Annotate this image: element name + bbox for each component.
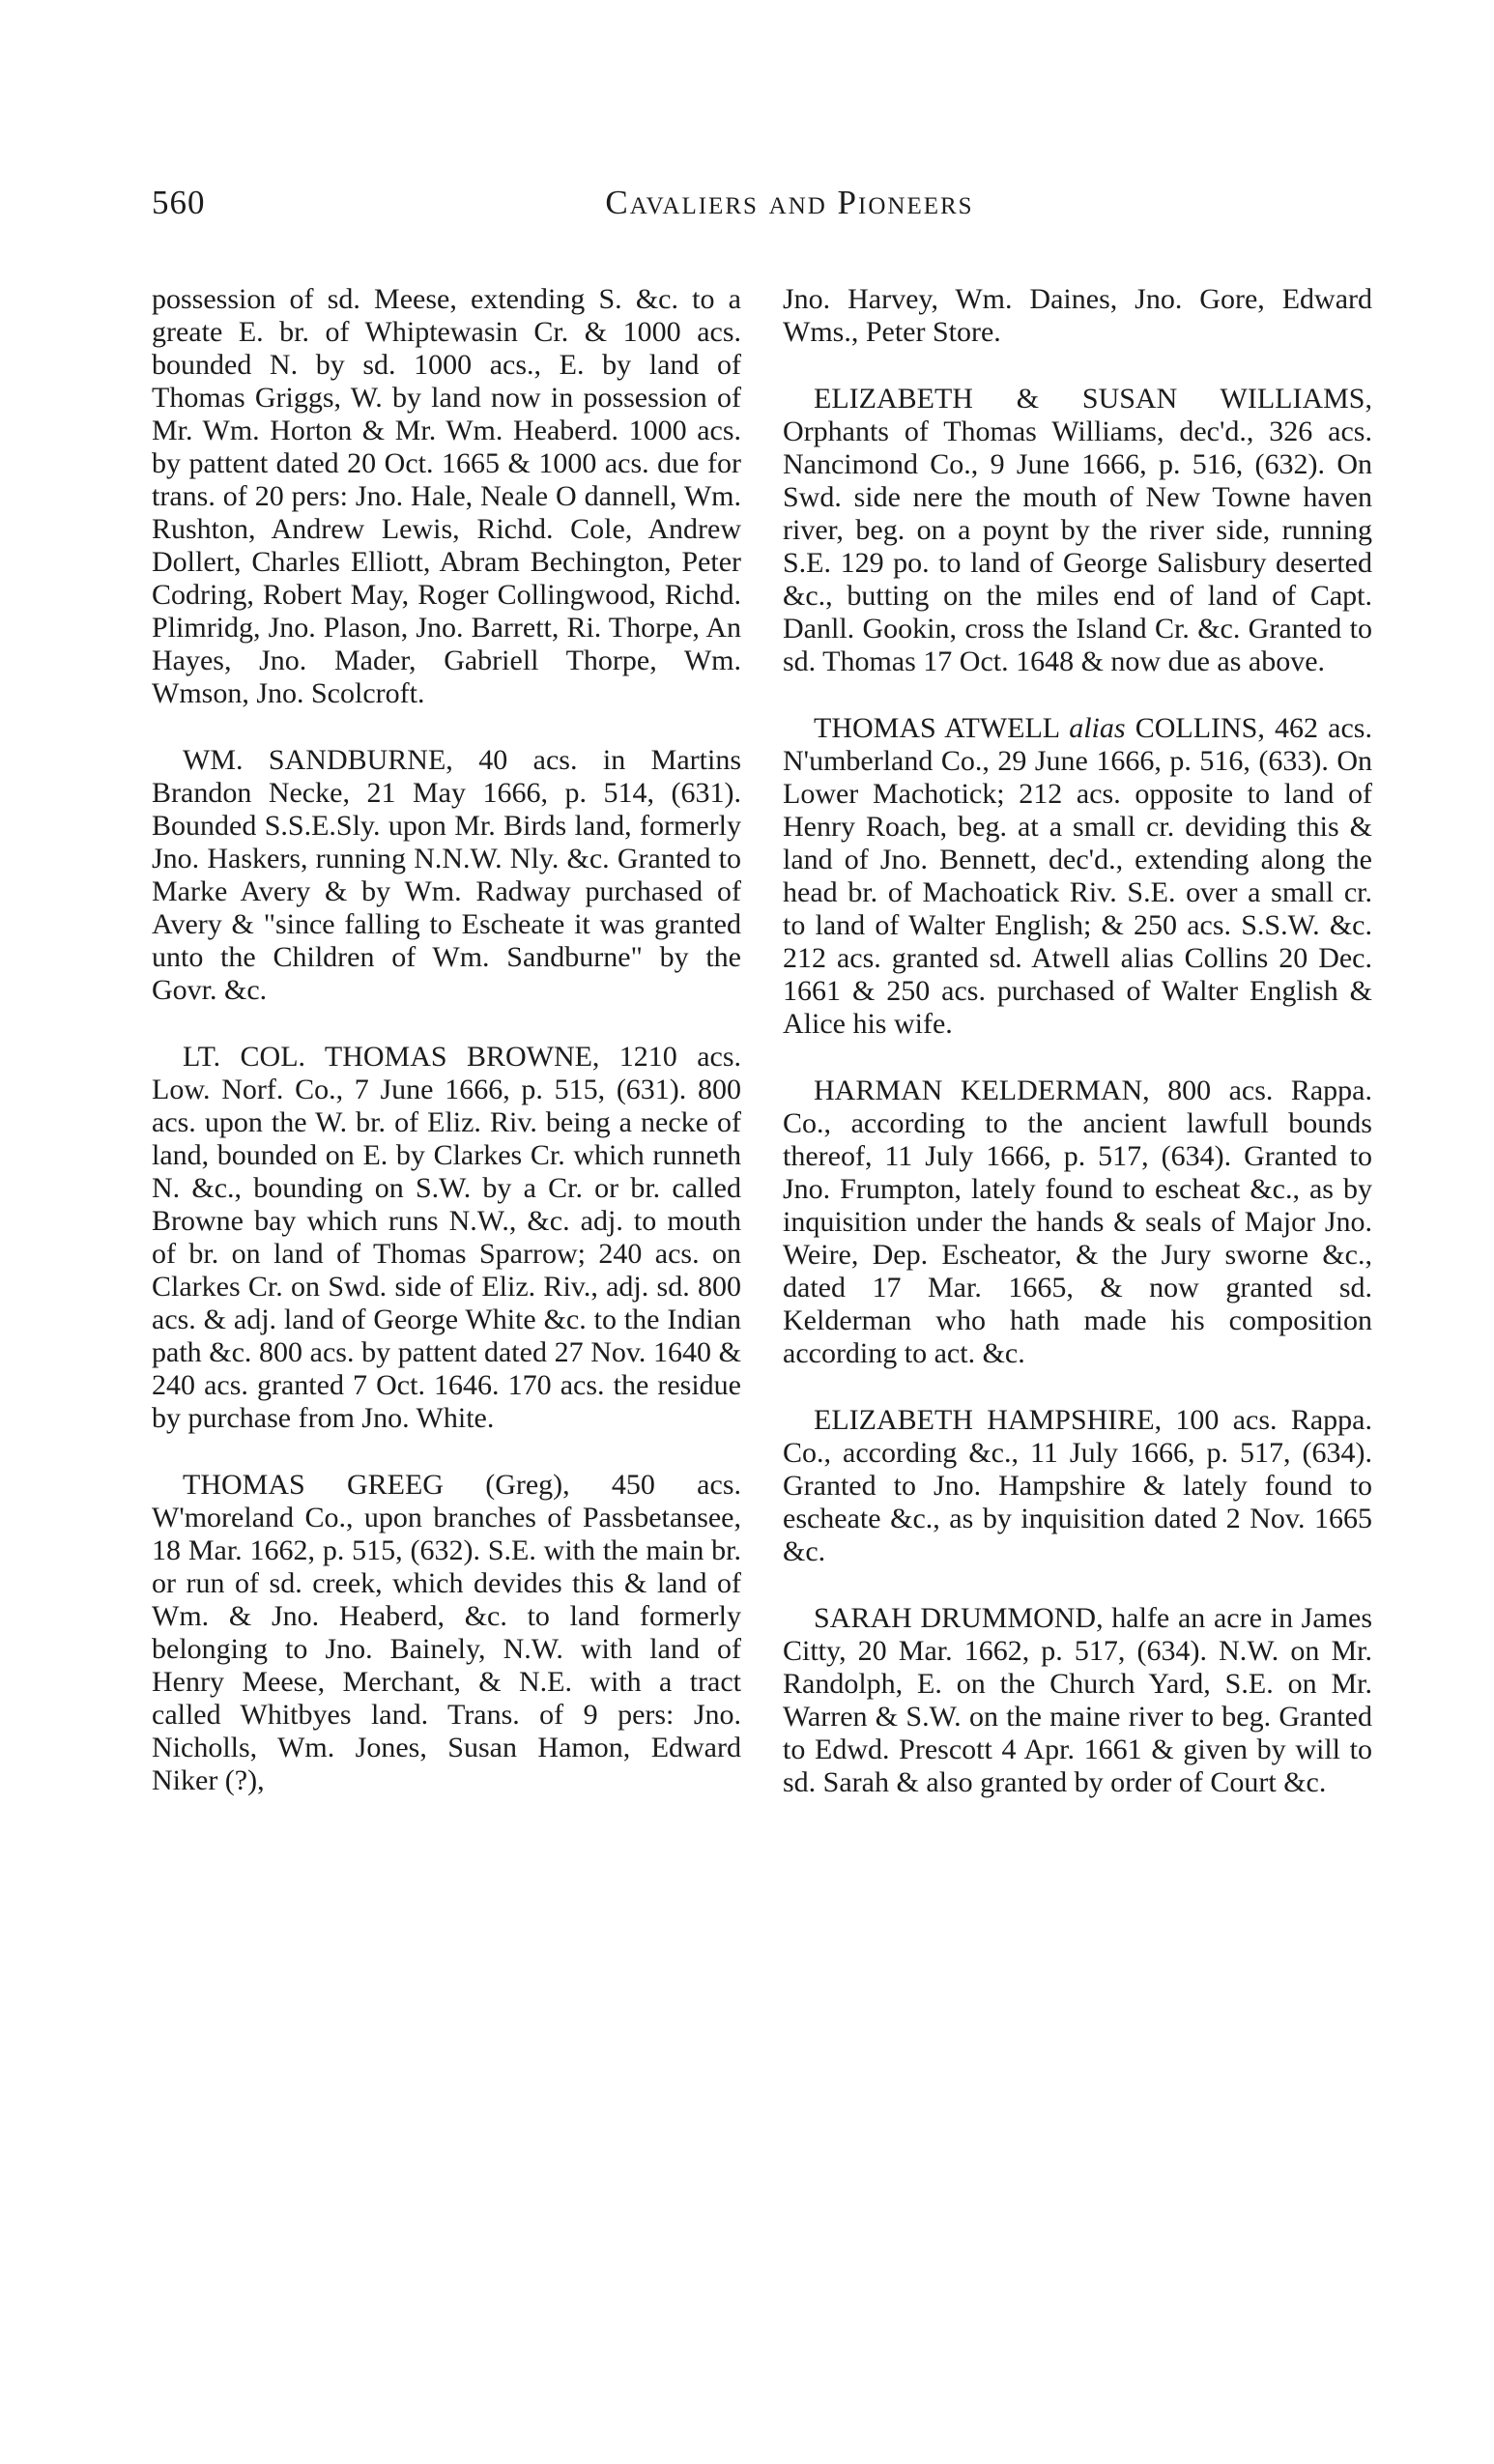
- entry-text: WM. SANDBURNE, 40 acs. in Martins Brandon Necke, 21 May 1666, p. 514, (631). Bounded S.S.E.Sly. upon Mr. Birds land, formerly Jno. Haskers, running N.N.W. Nly. &c. Granted to Marke Avery & by Wm. Radway purchased of Avery & "since falling to Escheate it was granted unto the Children of Wm. Sandburne" by the Govr. &c.: [152, 744, 741, 1006]
- entry-text: ELIZABETH & SUSAN WILLIAMS, Orphants of Thomas Williams, dec'd., 326 acs. Nancimond Co., 9 June 1666, p. 516, (632). On Swd. side nere the mouth of New Towne haven river, beg. on a poynt by the river side, running S.E. 129 po. to land of George Salisbury deserted &c., butting on the miles end of land of Capt. Danll. Gookin, cross the Island Cr. &c. Granted to sd. Thomas 17 Oct. 1648 & now due as above.: [783, 383, 1372, 677]
- entry-wm-sandburne: [152, 744, 741, 1007]
- entry-continuation: [783, 283, 1372, 349]
- entry-thomas-browne: [152, 1041, 741, 1435]
- entry-text-italic: alias: [1069, 712, 1126, 744]
- entry-thomas-greeg: [152, 1469, 741, 1797]
- right-column: [783, 283, 1372, 1833]
- running-title: Cavaliers and Pioneers: [605, 184, 974, 221]
- entry-elizabeth-susan-williams: [783, 383, 1372, 678]
- entry-text: HARMAN KELDERMAN, 800 acs. Rappa. Co., according to the ancient lawfull bounds thereof, 11 July 1666, p. 517, (634). Granted to Jno. Frumpton, lately found to escheat &c., as by inquisition under the hands & seals of Major Jno. Weire, Dep. Escheator, & the Jury sworne &c., dated 17 Mar. 1665, & now granted sd. Kelderman who hath made his composition according to act. &c.: [783, 1074, 1372, 1369]
- entry-text-after: COLLINS, 462 acs. N'umberland Co., 29 June 1666, p. 516, (633). On Lower Machotick; 212 acs. opposite to land of Henry Roach, beg. at a small cr. deviding this & land of Jno. Bennett, dec'd., extending along the head br. of Machoatick Riv. S.E. over a small cr. to land of Walter English; & 250 acs. S.S.W. &c. 212 acs. granted sd. Atwell alias Collins 20 Dec. 1661 & 250 acs. purchased of Walter English & Alice his wife.: [783, 712, 1372, 1040]
- entry-harman-kelderman: [783, 1074, 1372, 1370]
- entry-text: LT. COL. THOMAS BROWNE, 1210 acs. Low. Norf. Co., 7 June 1666, p. 515, (631). 800 acs. upon the W. br. of Eliz. Riv. being a necke of land, bounded on E. by Clarkes Cr. which runneth N. &c., bounding on S.W. by a Cr. or br. called Browne bay which runs N.W., &c. adj. to mouth of br. on land of Thomas Sparrow; 240 acs. on Clarkes Cr. on Swd. side of Eliz. Riv., adj. sd. 800 acs. & adj. land of George White &c. to the Indian path &c. 800 acs. by pattent dated 27 Nov. 1640 & 240 acs. granted 7 Oct. 1646. 170 acs. the residue by purchase from Jno. White.: [152, 1041, 741, 1434]
- page-number: 560: [152, 184, 206, 221]
- entry-text: ELIZABETH HAMPSHIRE, 100 acs. Rappa. Co., according &c., 11 July 1666, p. 517, (634). Granted to Jno. Hampshire & lately found to escheate &c., as by inquisition dated 2 Nov. 1665 &c.: [783, 1404, 1372, 1567]
- entry-text: possession of sd. Meese, extending S. &c. to a greate E. br. of Whiptewasin Cr. & 1000 acs. bounded N. by sd. 1000 acs., E. by land of Thomas Griggs, W. by land now in possession of Mr. Wm. Horton & Mr. Wm. Heaberd. 1000 acs. by pattent dated 20 Oct. 1665 & 1000 acs. due for trans. of 20 pers: Jno. Hale, Neale O dannell, Wm. Rushton, Andrew Lewis, Richd. Cole, Andrew Dollert, Charles Elliott, Abram Bechington, Peter Codring, Robert May, Roger Collingwood, Richd. Plimridg, Jno. Plason, Jno. Barrett, Ri. Thorpe, An Hayes, Jno. Mader, Gabriell Thorpe, Wm. Wmson, Jno. Scolcroft.: [152, 283, 741, 709]
- left-column: [152, 283, 741, 1831]
- entry-text: THOMAS GREEG (Greg), 450 acs. W'moreland Co., upon branches of Passbetansee, 18 Mar. 1662, p. 515, (632). S.E. with the main br. or run of sd. creek, which devides this & land of Wm. & Jno. Heaberd, &c. to land formerly belonging to Jno. Bainely, N.W. with land of Henry Meese, Merchant, & N.E. with a tract called Whitbyes land. Trans. of 9 pers: Jno. Nicholls, Wm. Jones, Susan Hamon, Edward Niker (?),: [152, 1469, 741, 1796]
- entry-text: [783, 712, 1372, 1041]
- entry-text: Jno. Harvey, Wm. Daines, Jno. Gore, Edward Wms., Peter Store.: [783, 283, 1372, 348]
- page-header: [152, 184, 1369, 238]
- entry-text-before: THOMAS ATWELL: [814, 712, 1070, 744]
- entry-sarah-drummond: [783, 1602, 1372, 1799]
- entry-continuation: [152, 283, 741, 710]
- entry-text: SARAH DRUMMOND, halfe an acre in James Citty, 20 Mar. 1662, p. 517, (634). N.W. on Mr. Randolph, E. on the Church Yard, S.E. on Mr. Warren & S.W. on the maine river to beg. Granted to Edwd. Prescott 4 Apr. 1661 & given by will to sd. Sarah & also granted by order of Court &c.: [783, 1602, 1372, 1798]
- entry-elizabeth-hampshire: [783, 1404, 1372, 1568]
- entry-thomas-atwell: [783, 712, 1372, 1041]
